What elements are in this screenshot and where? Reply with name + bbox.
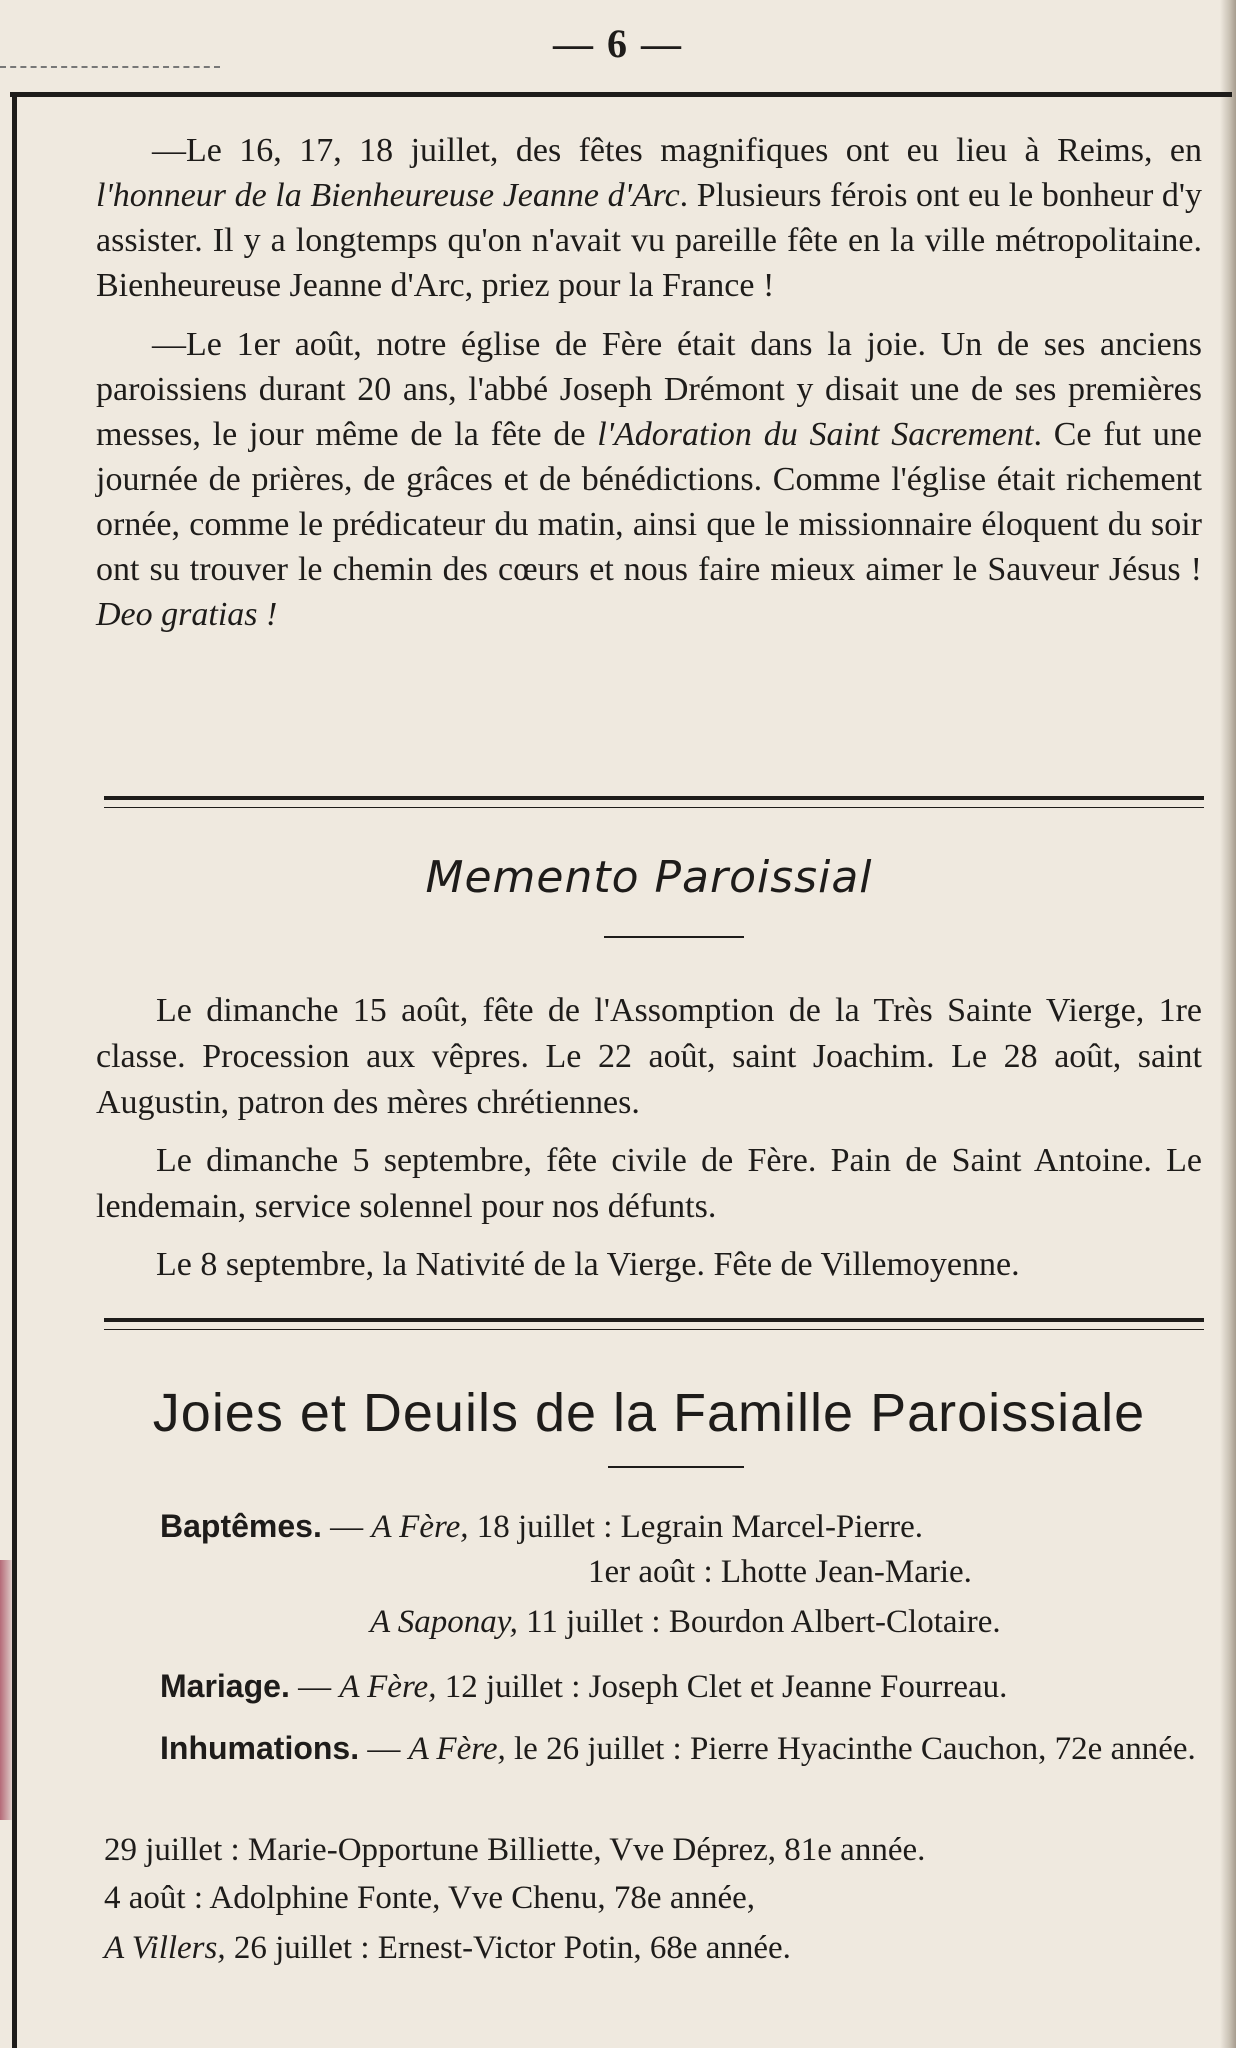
register-entry: 4 août : Adolphine Fonte, Vve Chenu, 78e année, bbox=[104, 1880, 756, 1916]
page-binding-shadow bbox=[1220, 0, 1236, 2048]
mariage-label: Mariage. bbox=[160, 1668, 290, 1704]
intro-paragraph-reims bbox=[96, 128, 1202, 308]
section-divider bbox=[104, 1318, 1204, 1330]
place-name: A Villers, bbox=[104, 1930, 226, 1966]
register-entry: 18 juillet : Legrain Marcel-Pierre. bbox=[468, 1509, 923, 1545]
title-underline bbox=[604, 936, 744, 938]
register-entry: 1er août : Lhotte Jean-Marie. bbox=[588, 1554, 972, 1590]
baptemes-line-2 bbox=[588, 1550, 1188, 1594]
dash: — bbox=[321, 1509, 372, 1545]
inhumations-line-3 bbox=[104, 1876, 1202, 1920]
intro-text: —Le 16, 17, 18 juillet, des fêtes magnifiques ont eu lieu à Reims, en bbox=[152, 132, 1202, 169]
page-number: — 6 — bbox=[553, 21, 683, 66]
place-name: A Fère, bbox=[339, 1669, 437, 1705]
dash: — bbox=[289, 1669, 340, 1705]
inhumations-label: Inhumations. bbox=[160, 1730, 360, 1766]
baptemes-line-1 bbox=[160, 1504, 1200, 1549]
inhumations-line-4 bbox=[104, 1926, 1202, 1970]
left-border-rule bbox=[12, 96, 17, 2048]
memento-paragraph: Le dimanche 5 septembre, fête civile de Fère. Pain de Saint Antoine. Le lendemain, service solennel pour nos défunts. bbox=[96, 1142, 1202, 1225]
joies-title: Joies et Deuils de la Famille Paroissiale bbox=[152, 1383, 1146, 1443]
baptemes-line-3 bbox=[370, 1600, 1200, 1644]
memento-title: Memento Paroissial bbox=[425, 852, 873, 903]
intro-section bbox=[96, 128, 1202, 637]
memento-paragraph: Le dimanche 15 août, fête de l'Assomption de la Très Sainte Vierge, 1re classe. Procession aux vêpres. Le 22 août, saint Joachim. Le 28 août, saint Augustin, patron des mères chrétiennes. bbox=[96, 992, 1202, 1121]
register-entry: 26 juillet : Ernest-Victor Potin, 68e année. bbox=[225, 1930, 791, 1966]
header-rule bbox=[10, 92, 1232, 97]
title-underline bbox=[608, 1466, 744, 1468]
inhumations-line-1 bbox=[104, 1726, 1202, 1771]
mariage-line bbox=[160, 1664, 1200, 1709]
section-divider bbox=[104, 796, 1204, 808]
inhumations-line-2 bbox=[104, 1828, 1202, 1872]
intro-text-italic: Deo gratias ! bbox=[96, 596, 278, 633]
intro-text-italic: l'honneur de la Bienheureuse Jeanne d'Arc bbox=[96, 177, 680, 214]
memento-section bbox=[96, 988, 1202, 1288]
baptemes-label: Baptêmes. bbox=[160, 1508, 322, 1544]
intro-paragraph-fere bbox=[96, 322, 1202, 637]
register-entry: le 26 juillet : Pierre Hyacinthe Cauchon, 72e année. bbox=[505, 1731, 1196, 1767]
intro-text: —Le 1er août, notre église de Fère était dans la joie. Un de ses anciens paroissiens durant 20 ans, l'abbé Joseph Drémont y disait une de ses premières messes, le jour même de la fête de bbox=[96, 326, 1202, 453]
intro-text-italic: l'Adoration du Saint Sacrement bbox=[597, 416, 1034, 453]
intro-text: . Plusieurs férois ont eu le bonheur d'y assister. Il y a longtemps qu'on n'avait vu pareille fête en la ville métropolitaine. Bienheureuse Jeanne d'Arc, priez pour la France ! bbox=[96, 177, 1202, 304]
place-name: A Fère, bbox=[371, 1509, 469, 1545]
register-entry: 12 juillet : Joseph Clet et Jeanne Fourreau. bbox=[436, 1669, 1008, 1705]
intro-text: . Ce fut une journée de prières, de grâces et de bénédictions. Comme l'église était richement ornée, comme le prédicateur du matin, ainsi que le missionnaire éloquent du soir ont su trouver le chemin des cœurs et nous faire mieux aimer le Sauveur Jésus ! bbox=[96, 416, 1202, 588]
dash: — bbox=[359, 1731, 409, 1767]
register-entry: 11 juillet : Bourdon Albert-Clotaire. bbox=[517, 1604, 1001, 1640]
memento-paragraph: Le 8 septembre, la Nativité de la Vierge. Fête de Villemoyenne. bbox=[156, 1246, 1020, 1283]
register-entry: 29 juillet : Marie-Opportune Billiette, Vve Déprez, 81e année. bbox=[104, 1832, 926, 1868]
header-dash-rule bbox=[0, 66, 220, 68]
place-name: A Fère, bbox=[408, 1731, 506, 1767]
place-name: A Saponay, bbox=[370, 1604, 518, 1640]
